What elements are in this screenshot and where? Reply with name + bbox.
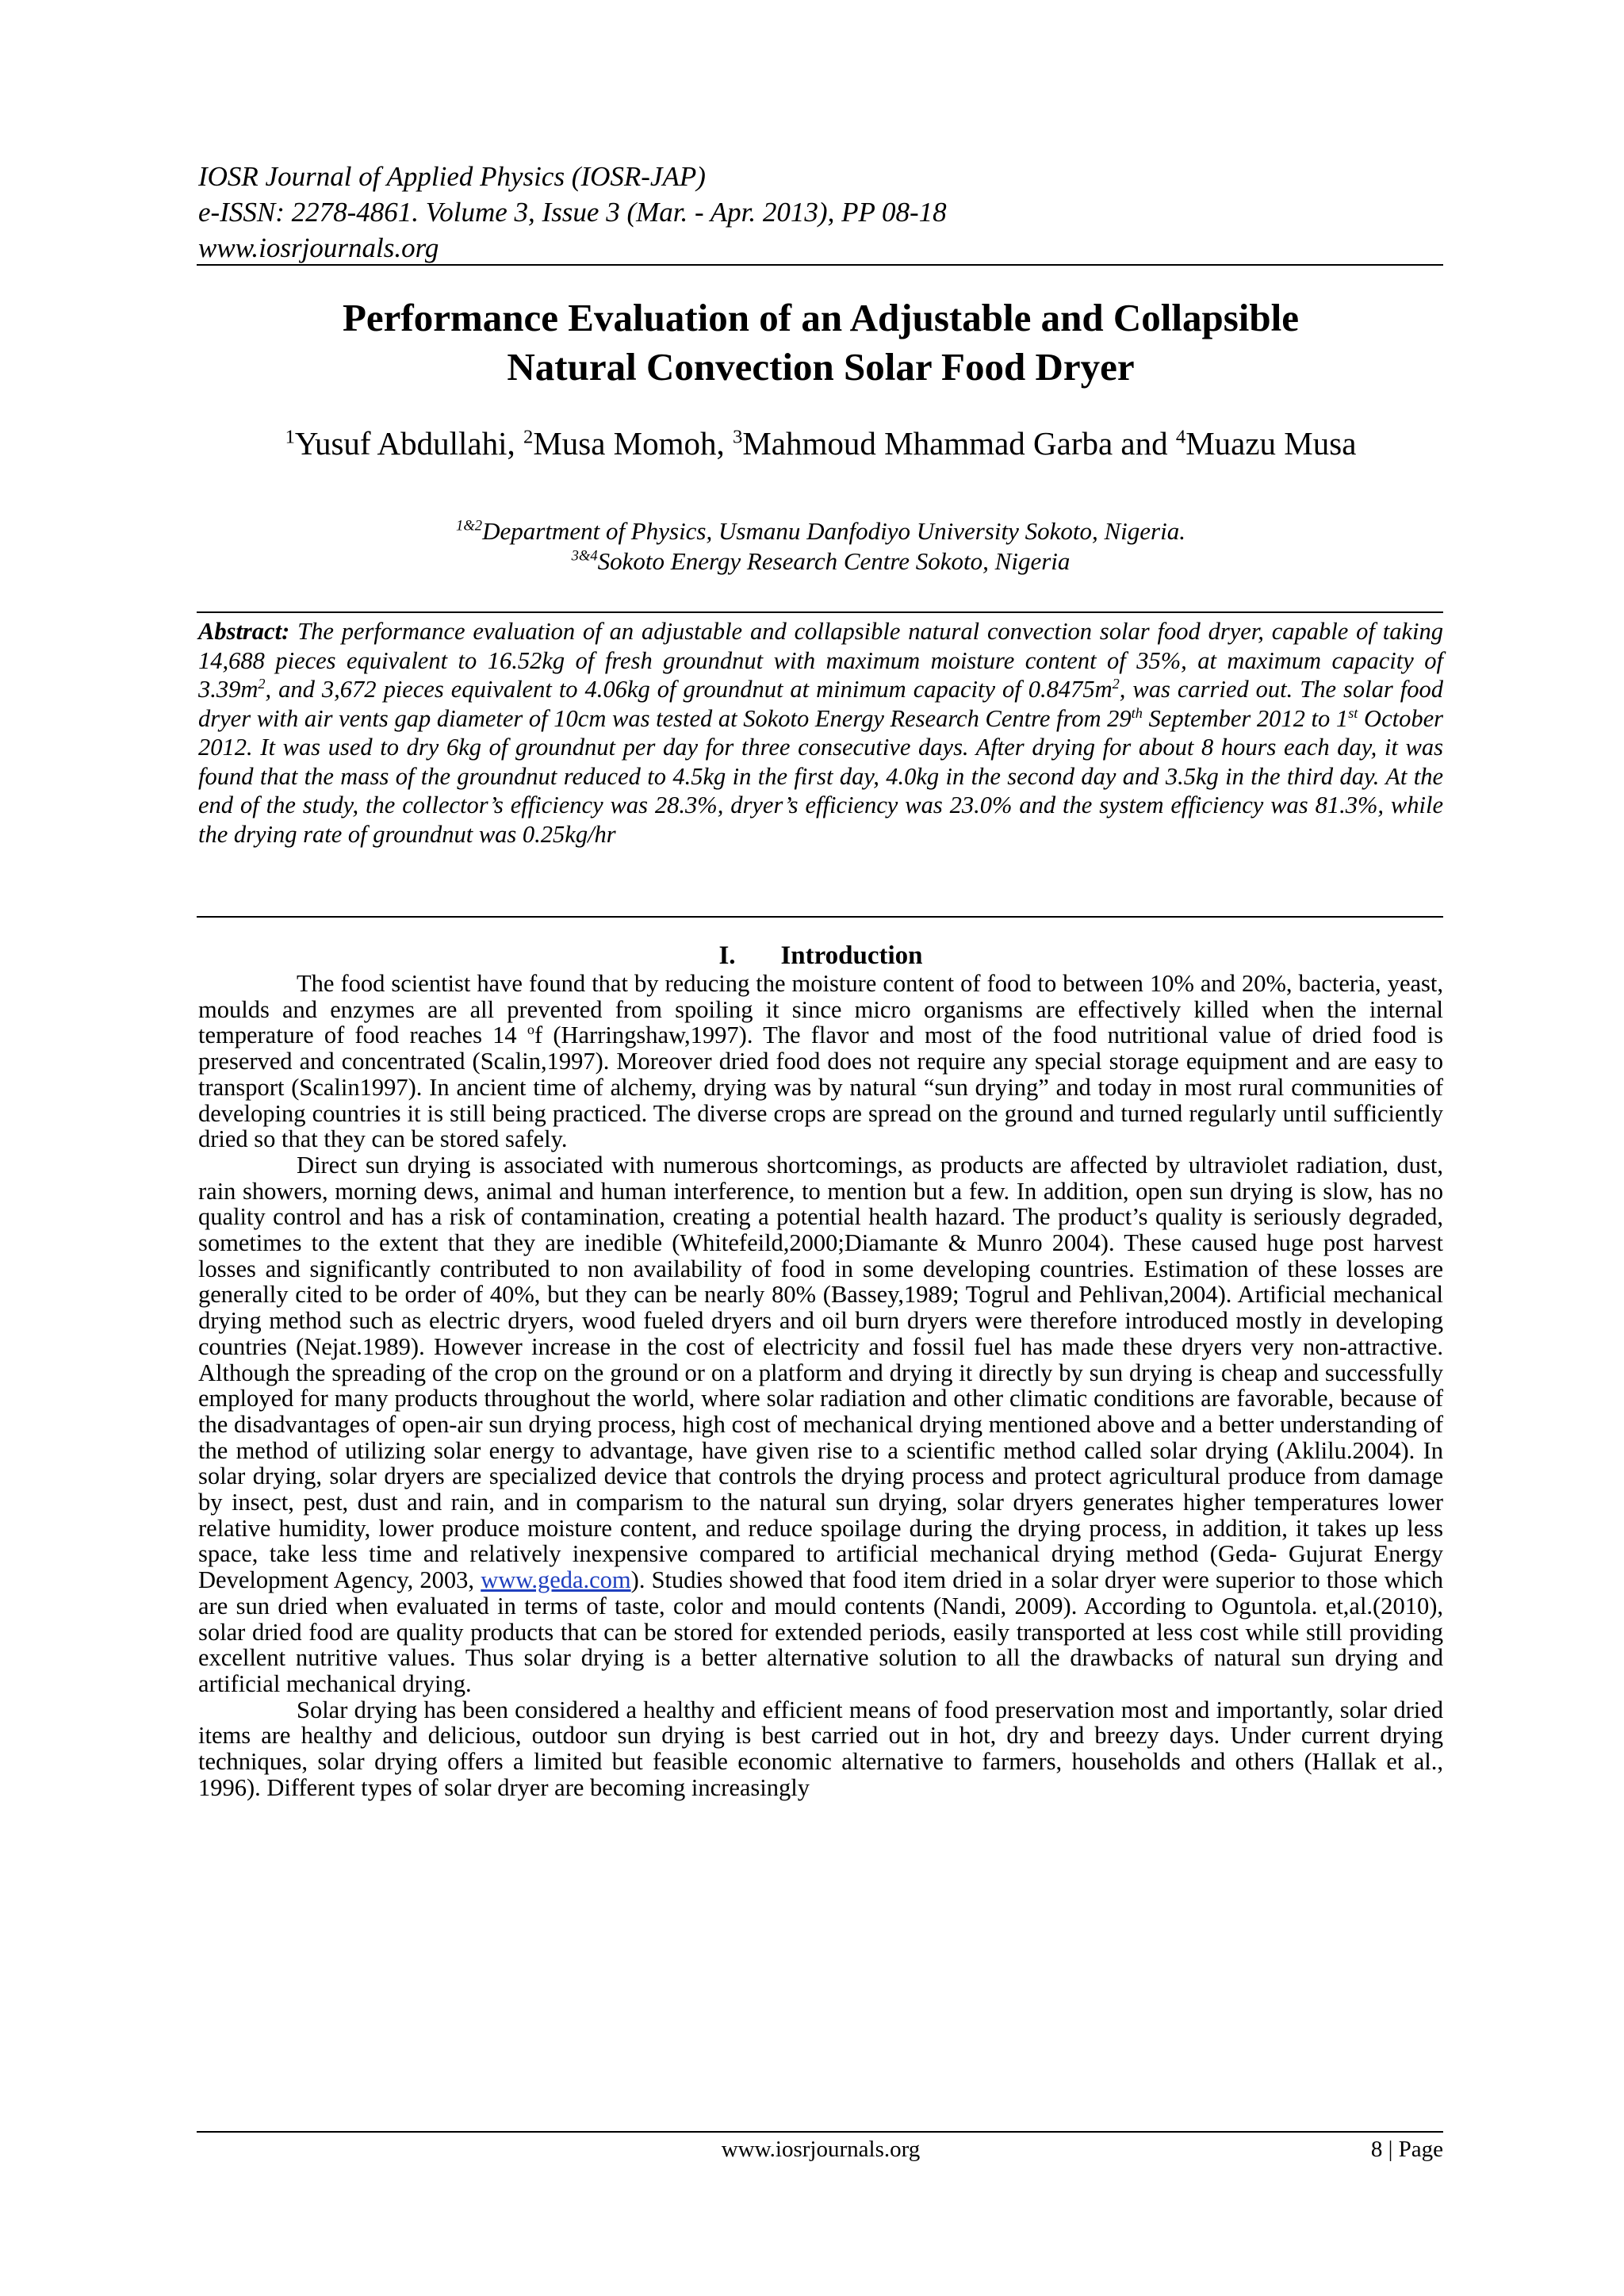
abstract-text: , was carried out. The solar food dryer with air vents gap diameter of 10cm was tested at Sokoto Energy Research Centre from 29 <box>198 676 1443 732</box>
affiliation-1 <box>198 517 1443 546</box>
paper-title <box>198 293 1443 392</box>
affiliation-2-text: Sokoto Energy Research Centre Sokoto, Nigeria <box>597 547 1071 575</box>
abstract-top-rule <box>197 611 1443 613</box>
abstract-sup: st <box>1348 704 1358 721</box>
paragraph-3 <box>198 1697 1443 1801</box>
geda-link[interactable]: www.geda.com <box>481 1566 631 1594</box>
affiliation-2 <box>198 547 1443 576</box>
paragraph-text: The food scientist have found that by reducing the moisture content of food to between 10% and 20%, bacteria, yeast, moulds and enzymes are all prevented from spoiling it since micro organisms are effectively killed when the internal temperature of food reaches 14 <box>198 970 1443 1049</box>
paragraph-text: Direct sun drying is associated with numerous shortcomings, as products are affected by ultraviolet radiation, dust, rain showers, morning dews, animal and human interference, to mention but a few. In addition, open sun drying is slow, has no quality control and has a risk of contamination, creating a potential health hazard. The product’s quality is seriously degraded, sometimes to the extent that they are inedible (Whitefeild,2000;Diamante & Munro 2004). These caused huge post harvest losses and significantly contributed to non availability of food in some developing countries. Estimation of these losses are generally cited to be order of 40%, but they can be nearly 80% (Bassey,1989; Togrul and Pehlivan,2004). Artificial mechanical drying method such as electric dryers, wood fueled dryers and oil burn dryers were therefore introduced mostly in developing countries (Nejat.1989). However increase in the cost of electricity and fossil fuel has made these dryers very non-attractive. Although the spreading of the crop on the ground or on a platform and drying it directly by sun drying is cheap and successfully employed for many products throughout the world, where solar radiation and other climatic conditions are favorable, because of the disadvantages of open-air sun drying process, high cost of mechanical drying mentioned above and a better understanding of the method of utilizing solar energy to advantage, have given rise to a scientific method called solar drying (Aklilu.2004). In solar drying, solar dryers are specialized device that controls the drying process and protect agricultural produce from damage by insect, pest, dust and rain, and in comparism to the natural sun drying, solar dryers generates higher temperatures lower relative humidity, lower produce moisture content, and reduce spoilage during the drying process, in addition, it takes up less space, take less time and relatively inexpensive compared to artificial mechanical drying method (Geda- Gujurat Energy Development Agency, 2003, <box>198 1151 1443 1594</box>
journal-header <box>198 159 1443 266</box>
footer-website: www.iosrjournals.org <box>721 2137 921 2162</box>
affiliation-1-sup: 1&2 <box>456 517 483 535</box>
author-list <box>198 420 1443 466</box>
section-number: I. <box>718 941 736 970</box>
abstract <box>198 617 1443 849</box>
abstract-text: October 2012. It was used to dry 6kg of groundnut per day for three consecutive days. After drying for about 8 hours each day, it was found that the mass of the groundnut reduced to 4.5kg in the first day, 4.0kg in the second day and 3.5kg in the third day. At the end of the study, the collector’s efficiency was 28.3%, dryer’s efficiency was 23.0% and the system efficiency was 81.3%, while the drying rate of groundnut was 0.25kg/hr <box>198 704 1443 848</box>
footer-rule <box>197 2131 1443 2133</box>
author-3-sup: 3 <box>733 426 743 448</box>
paragraph-text: ). Studies showed that food item dried in a solar dryer were superior to those which are sun dried when evaluated in terms of taste, color and mould contents (Nandi, 2009). According to Oguntola. et,al.(2010), solar dried food are quality products that can be stored for extended periods, easily transported at less cost while still providing excellent nutritive values. Thus solar drying is a better alternative solution to all the drawbacks of natural sun drying and artificial mechanical drying. <box>198 1566 1444 1697</box>
abstract-bottom-rule <box>197 916 1443 918</box>
author-2-sup: 2 <box>523 426 534 448</box>
author-2: Musa Momoh, <box>533 425 733 462</box>
section-heading <box>198 940 1443 972</box>
author-3: Mahmoud Mhammad Garba and <box>742 425 1176 462</box>
author-4: Muazu Musa <box>1185 425 1357 462</box>
title-line-1: Performance Evaluation of an Adjustable and Collapsible <box>342 296 1300 339</box>
abstract-sup: th <box>1131 704 1143 721</box>
body-text <box>198 971 1443 1801</box>
affiliation-1-text: Department of Physics, Usmanu Danfodiyo University Sokoto, Nigeria. <box>482 517 1185 545</box>
paragraph-2 <box>198 1152 1443 1697</box>
author-1-sup: 1 <box>285 426 295 448</box>
section-title: Introduction <box>780 941 923 970</box>
abstract-sup: 2 <box>258 675 266 692</box>
author-4-sup: 4 <box>1175 426 1186 448</box>
paragraph-1 <box>198 971 1443 1152</box>
abstract-label: Abstract: <box>198 618 290 645</box>
abstract-text: September 2012 to 1 <box>1142 704 1349 732</box>
paragraph-text: f (Harringshaw,1997). The flavor and most of the food nutritional value of dried food is preserved and concentrated (Scalin,1997). Moreover dried food does not require any special storage equipment and are easy to transport (Scalin1997). In ancient time of alchemy, drying was by natural “sun drying” and today in most rural communities of developing countries it is still being practiced. The diverse crops are spread on the ground and turned regularly until sufficiently dried so that they can be stored safely. <box>198 1022 1443 1153</box>
abstract-sup: 2 <box>1112 675 1120 692</box>
abstract-text: , and 3,672 pieces equivalent to 4.06kg of groundnut at minimum capacity of 0.8475m <box>265 676 1113 703</box>
page-footer <box>198 2133 1443 2165</box>
title-line-2: Natural Convection Solar Food Dryer <box>507 345 1135 389</box>
issn-volume-line: e-ISSN: 2278-4861. Volume 3, Issue 3 (Mar. - Apr. 2013), PP 08-18 <box>198 197 947 228</box>
affiliation-2-sup: 3&4 <box>571 547 598 565</box>
degree-sup: o <box>527 1022 534 1038</box>
author-1: Yusuf Abdullahi, <box>294 425 524 462</box>
abstract-text: The performance evaluation of an adjustable and collapsible natural convection solar food dryer, capable of taking 14,688 pieces equivalent to 16.52kg of fresh groundnut with maximum moisture content of 35%, at maximum capacity of 3.39m <box>198 618 1443 703</box>
page-number: 8 | Page <box>1370 2137 1443 2162</box>
header-rule <box>197 264 1443 266</box>
journal-website: www.iosrjournals.org <box>198 232 439 263</box>
journal-name: IOSR Journal of Applied Physics (IOSR-JAP) <box>198 161 706 192</box>
paragraph-text: Solar drying has been considered a healthy and efficient means of food preservation most and importantly, solar dried items are healthy and delicious, outdoor sun drying is best carried out in hot, dry and breezy days. Under current drying techniques, solar drying offers a limited but feasible economic alternative to farmers, households and others (Hallak et al., 1996). Different types of solar dryer are becoming increasingly <box>198 1696 1443 1801</box>
